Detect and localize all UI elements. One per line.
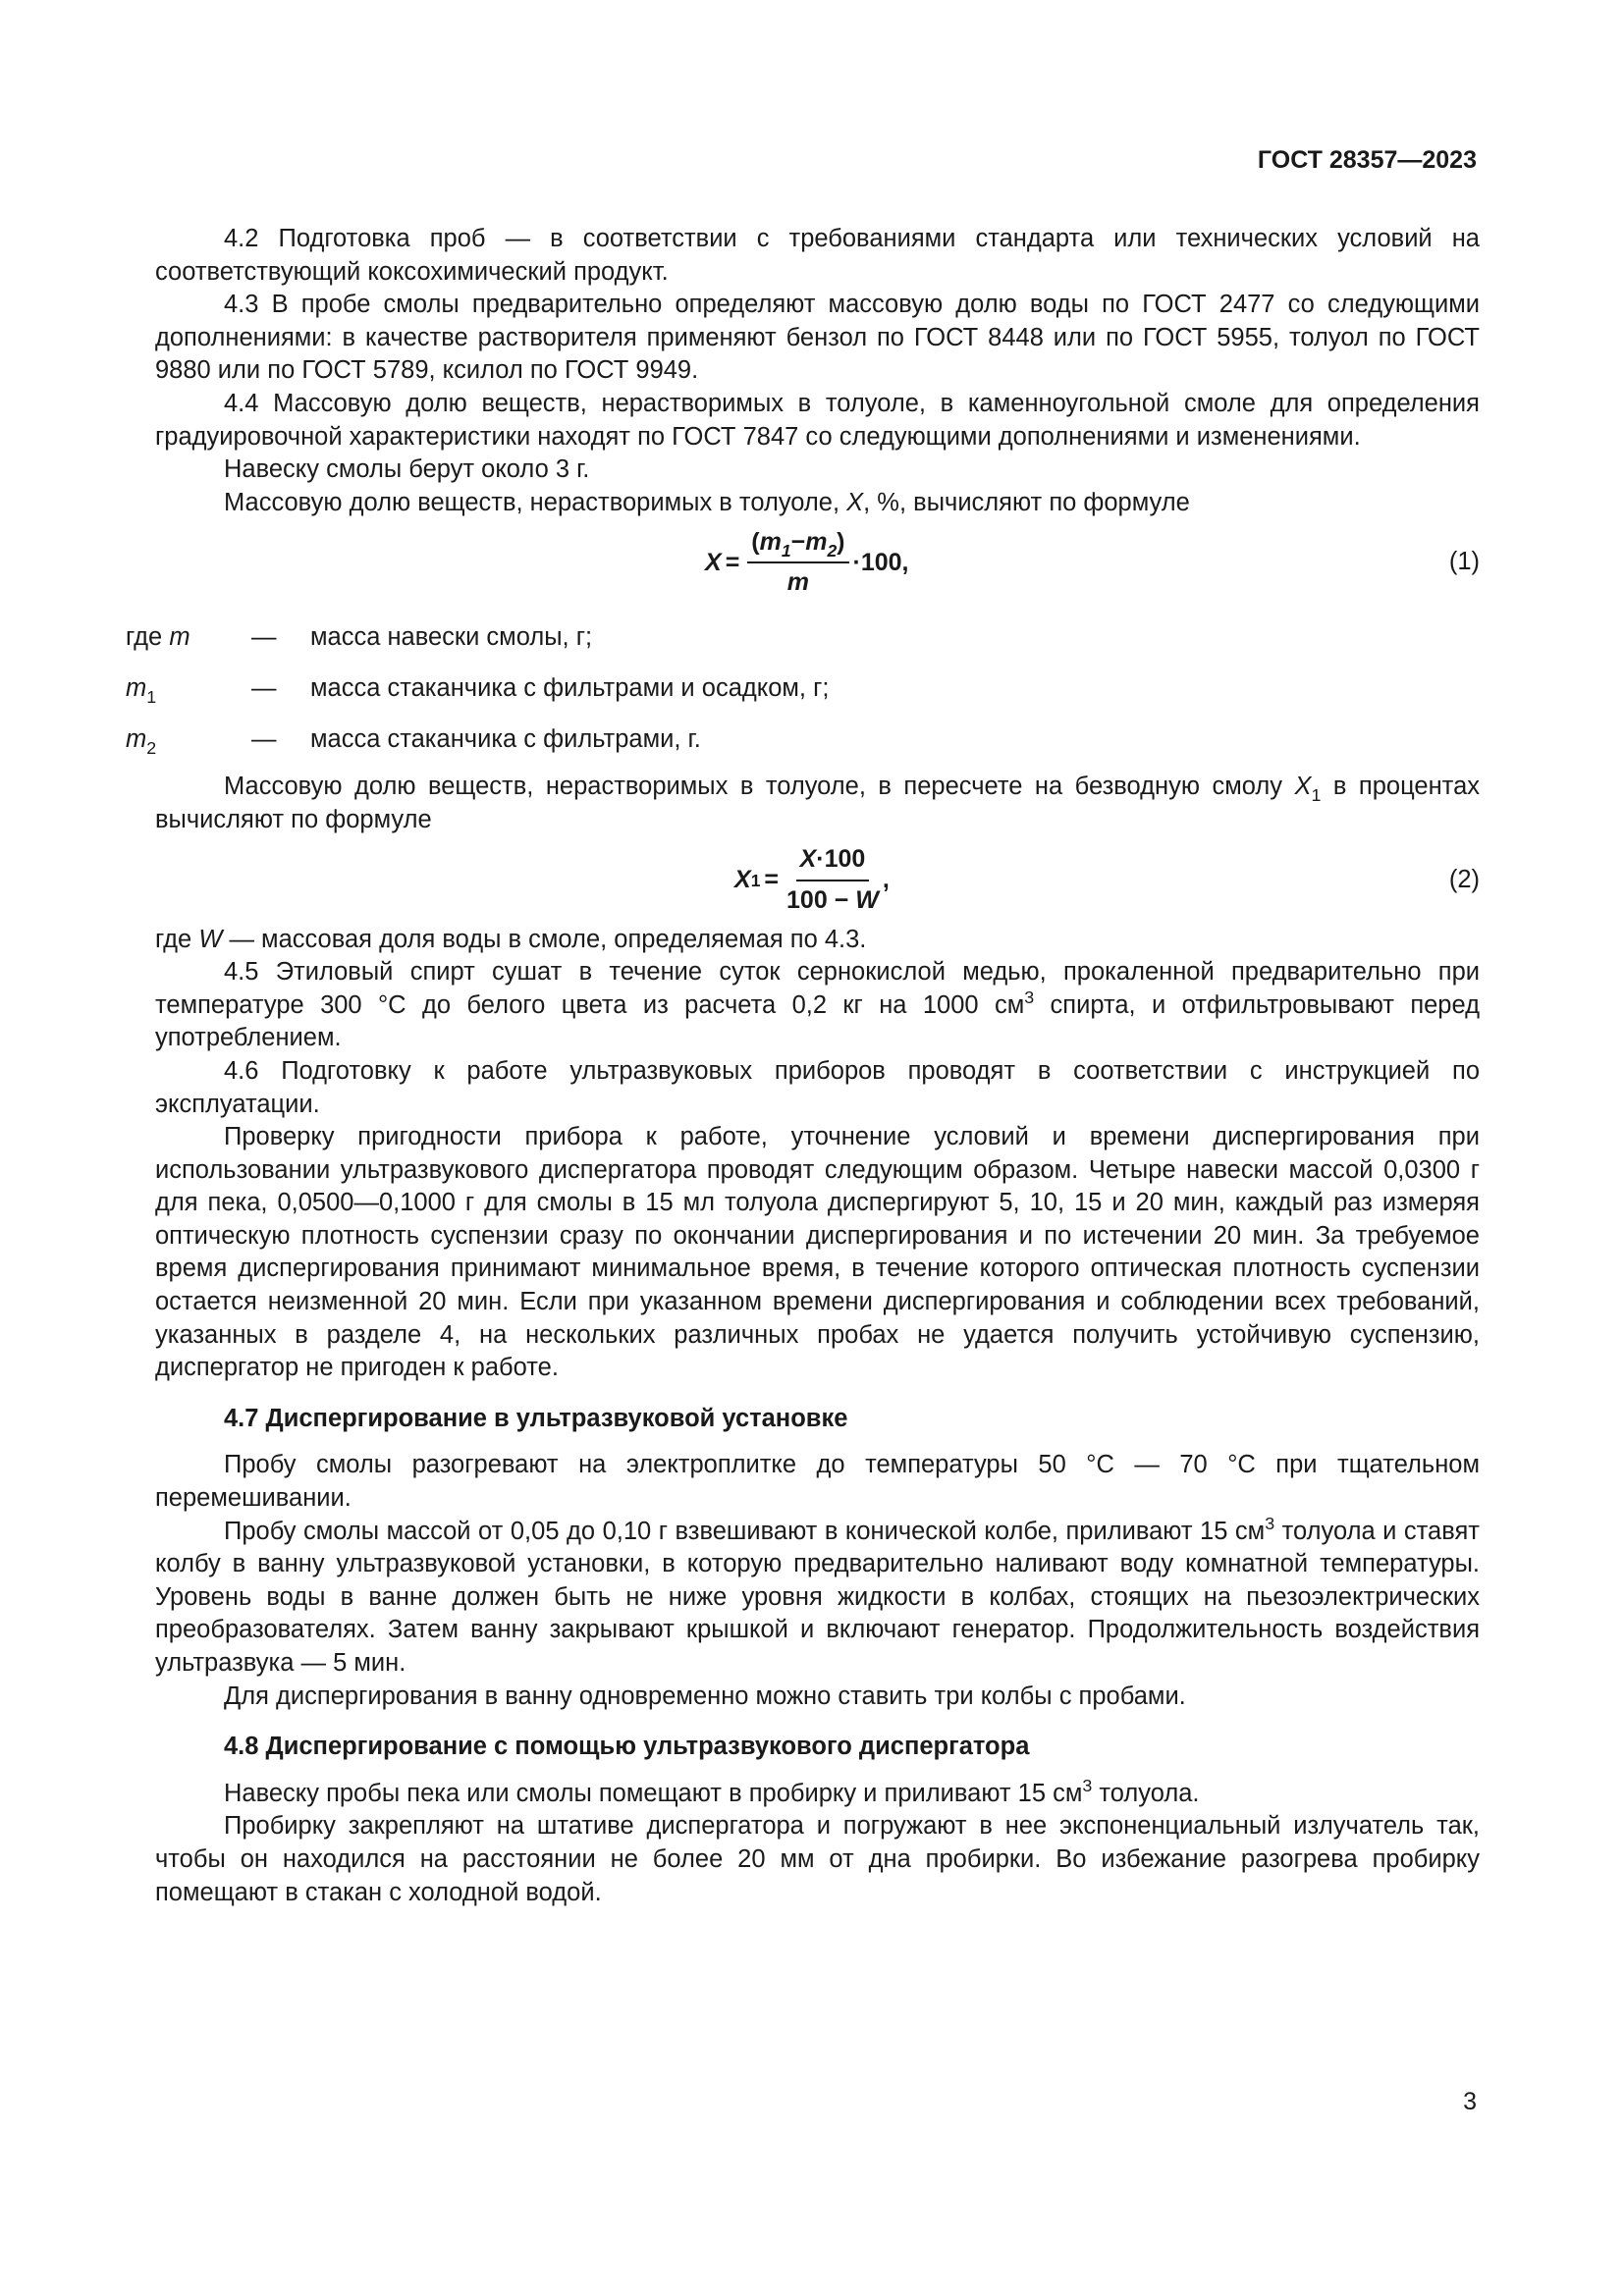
formula-1: X = $\frac{(m_1-m_2)}{m}$ ·100, <box>705 519 908 606</box>
paragraph-4-7-procedure: Пробу смолы массой от 0,05 до 0,10 г взвешивают в конической колбе, приливают 15 $см^3$ толуола и ставят колбу в ванну ультразвуковой установки, в которую предварительно наливают воду комнатной температуры. Уровень воды в ванне должен быть не ниже уровня жидкости в колбах, стоящих на пьезоэлектрических преобразователях. Затем ванну закрывают крышкой и включают генератор. Продолжительность воздействия ультразвука — 5 мин. <box>155 1513 1480 1677</box>
legend-row: $m_1$ — масса стаканчика с фильтрами и осадком, г; <box>126 673 830 707</box>
formula-2-fraction: $\frac{X\cdot 100}{100 - W}$ <box>786 844 879 914</box>
paragraph-4-5: 4.5 Этиловый спирт сушат в течение суток сернокислой медью, прокаленной предварительно при температуре 300 °С до белого цвета из расчета 0,2 кг на 1000 $см^3$ спирта, и отфильтровывают перед употреблением. <box>155 958 1480 1052</box>
document-header: ГОСТ 28357—2023 <box>1257 146 1477 174</box>
legend-row: $m_2$ — масса стаканчика с фильтрами, г. <box>126 724 701 758</box>
formula-2-row <box>155 837 1480 924</box>
paragraph-4-8-sample: Навеску пробы пека или смолы помещают в пробирку и приливают 15 $см^3$ толуола. <box>224 1775 1200 1807</box>
paragraph-device-check: Проверку пригодности прибора к работе, уточнение условий и времени диспергирования при использовании ультразвукового диспергатора проводят следующим образом. Четыре навески массой 0,0300 г для пека, 0,0500—0,1000 г для смолы в 15 мл толуола диспергируют 5, 10, 15 и 20 мин, каждый раз измеряя оптическую плотность суспензии сразу по окончании диспергирования и по истечении 20 мин. За требуемое время диспергирования принимают минимальное время, в течение которого оптическая плотность суспензии остается неизменной 20 мин. Если при указанном времени диспергирования и соблюдении всех требований, указанных в разделе 4, на нескольких различных пробах не удается получить устойчивую суспензию, диспергатор не пригоден к работе. <box>155 1123 1480 1382</box>
formula-1-fraction: $\frac{(m_1-m_2)}{m}$ <box>747 526 848 600</box>
formula-2-number: (2) <box>1448 865 1480 893</box>
paragraph-4-8-fixing: Пробирку закрепляют на штативе диспергатора и погружают в нее экспоненциальный излучатель так, чтобы он находился на расстоянии не более 20 мм от дна пробирки. Во избежание разогрева пробирку помещают в стакан с холодной водой. <box>155 1812 1480 1906</box>
paragraph-4-2: 4.2 Подготовка проб — в соответствии с требованиями стандарта или технических условий на соответствующий коксохимический продукт. <box>155 225 1480 286</box>
paragraph-4-6: 4.6 Подготовку к работе ультразвуковых приборов проводят в соответствии с инструкцией по эксплуатации. <box>155 1056 1480 1118</box>
formula-1-row <box>155 519 1480 606</box>
heading-4-7: 4.7 Диспергирование в ультразвуковой установке <box>224 1404 848 1432</box>
paragraph-sample-mass: Навеску смолы берут около 3 г. <box>224 455 590 484</box>
formula-1-legend <box>126 612 1480 765</box>
paragraph-w-definition: где W — массовая доля воды в смоле, определяемая по 4.3. <box>155 925 867 953</box>
paragraph-x1-intro: Массовую долю веществ, нерастворимых в толуоле, в пересчете на безводную смолу $X_1$ в процентах вычисляют по формуле <box>155 773 1481 833</box>
page-number: 3 <box>1463 2088 1477 2115</box>
legend-row: где m — масса навески смолы, г; <box>126 622 593 651</box>
formula-1-number: (1) <box>1448 548 1480 576</box>
document-body <box>126 223 1481 1909</box>
heading-4-8: 4.8 Диспергирование с помощью ультразвукового диспергатора <box>224 1733 1030 1761</box>
paragraph-4-3: 4.3 В пробе смолы предварительно определяют массовую долю воды по ГОСТ 2477 со следующими дополнениями: в качестве растворителя применяют бензол по ГОСТ 8448 или по ГОСТ 5955, толуол по ГОСТ 9880 или по ГОСТ 5789, ксилол по ГОСТ 9949. <box>155 291 1480 385</box>
paragraph-4-7-heating: Пробу смолы разогревают на электроплитке до температуры 50 °С — 70 °С при тщательном перемешивании. <box>155 1451 1480 1513</box>
formula-2: X 1 = $\frac{X\cdot 100}{100 - W}$ , <box>734 837 890 924</box>
paragraph-x-intro: Массовую долю веществ, нерастворимых в толуоле, X, %, вычисляют по формуле <box>224 488 1190 516</box>
paragraph-4-4: 4.4 Массовую долю веществ, нерастворимых в толуоле, в каменноугольной смоле для определения градуировочной характеристики находят по ГОСТ 7847 со следующими дополнениями и изменениями. <box>155 389 1480 451</box>
paragraph-4-7-flasks: Для диспергирования в ванну одновременно можно ставить три колбы с пробами. <box>224 1682 1186 1710</box>
